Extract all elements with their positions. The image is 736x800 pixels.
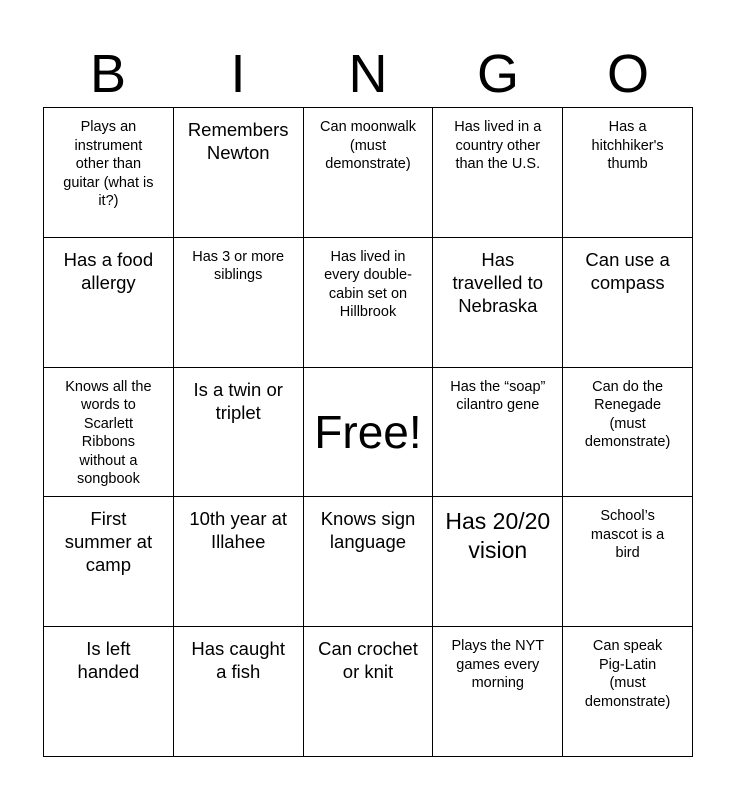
cell-text: Is left handed: [77, 638, 140, 683]
bingo-cell[interactable]: [44, 497, 174, 627]
header-letter-n: N: [348, 44, 388, 104]
cell-text: Is a twin or triplet: [193, 378, 283, 423]
bingo-cell[interactable]: [304, 108, 434, 238]
free-space-cell[interactable]: [304, 368, 434, 498]
cell-text: Has travelled to Nebraska: [452, 248, 544, 316]
bingo-cell[interactable]: [433, 627, 563, 757]
cell-text: Can speak Pig-Latin (must demonstrate): [584, 638, 671, 710]
cell-text: Can do the Renegade (must demonstrate): [584, 378, 671, 451]
cell-text: Plays the NYT games every morning: [451, 638, 545, 692]
free-space-text: Free!: [314, 405, 422, 458]
cell-text: Knows all the words to Scarlett Ribbons without a songbook: [65, 378, 152, 488]
cell-text: Has the “soap” cilantro gene: [450, 378, 546, 414]
cell-text: Remembers Newton: [187, 119, 289, 163]
bingo-cell[interactable]: [174, 238, 304, 368]
bingo-cell[interactable]: [563, 108, 693, 238]
cell-text: First summer at camp: [64, 508, 153, 576]
bingo-cell[interactable]: [433, 238, 563, 368]
bingo-cell[interactable]: [433, 497, 563, 627]
bingo-cell[interactable]: [563, 497, 693, 627]
cell-text: Can use a compass: [585, 248, 670, 293]
bingo-cell[interactable]: [563, 368, 693, 498]
bingo-cell[interactable]: [304, 497, 434, 627]
bingo-cell[interactable]: [563, 238, 693, 368]
header-letter-i: I: [230, 44, 246, 104]
bingo-cell[interactable]: [174, 368, 304, 498]
bingo-cell[interactable]: [304, 627, 434, 757]
cell-text: School’s mascot is a bird: [590, 508, 665, 562]
bingo-cell[interactable]: [563, 627, 693, 757]
bingo-cell[interactable]: [304, 238, 434, 368]
cell-text: Can moonwalk (must demonstrate): [320, 119, 416, 172]
bingo-cell[interactable]: [44, 108, 174, 238]
bingo-cell[interactable]: [433, 368, 563, 498]
bingo-cell[interactable]: [44, 627, 174, 757]
cell-text: Has lived in a country other than the U.S.: [454, 119, 542, 172]
bingo-cell[interactable]: [174, 627, 304, 757]
cell-text: Has 20/20 vision: [445, 508, 551, 564]
cell-text: Plays an instrument other than guitar (what is it?): [63, 119, 154, 209]
bingo-cell[interactable]: [44, 238, 174, 368]
header-letter-o: O: [606, 44, 649, 104]
bingo-cell[interactable]: [433, 108, 563, 238]
bingo-header: [43, 40, 693, 108]
header-letter-b: B: [89, 44, 127, 104]
cell-text: Knows sign language: [320, 508, 416, 553]
cell-text: Has lived in every double-cabin set on Hillbrook: [324, 248, 412, 321]
cell-text: Has a food allergy: [63, 248, 154, 293]
bingo-cell[interactable]: [174, 108, 304, 238]
cell-text: Can crochet or knit: [318, 638, 418, 683]
cell-text: Has caught a fish: [191, 638, 285, 683]
cell-text: Has 3 or more siblings: [192, 248, 285, 284]
cell-text: 10th year at Illahee: [189, 508, 288, 553]
header-letter-g: G: [476, 44, 519, 104]
cell-text: Has a hitchhiker's thumb: [591, 119, 664, 172]
bingo-cell[interactable]: [174, 497, 304, 627]
bingo-cell[interactable]: [44, 368, 174, 498]
bingo-board: [43, 107, 693, 757]
